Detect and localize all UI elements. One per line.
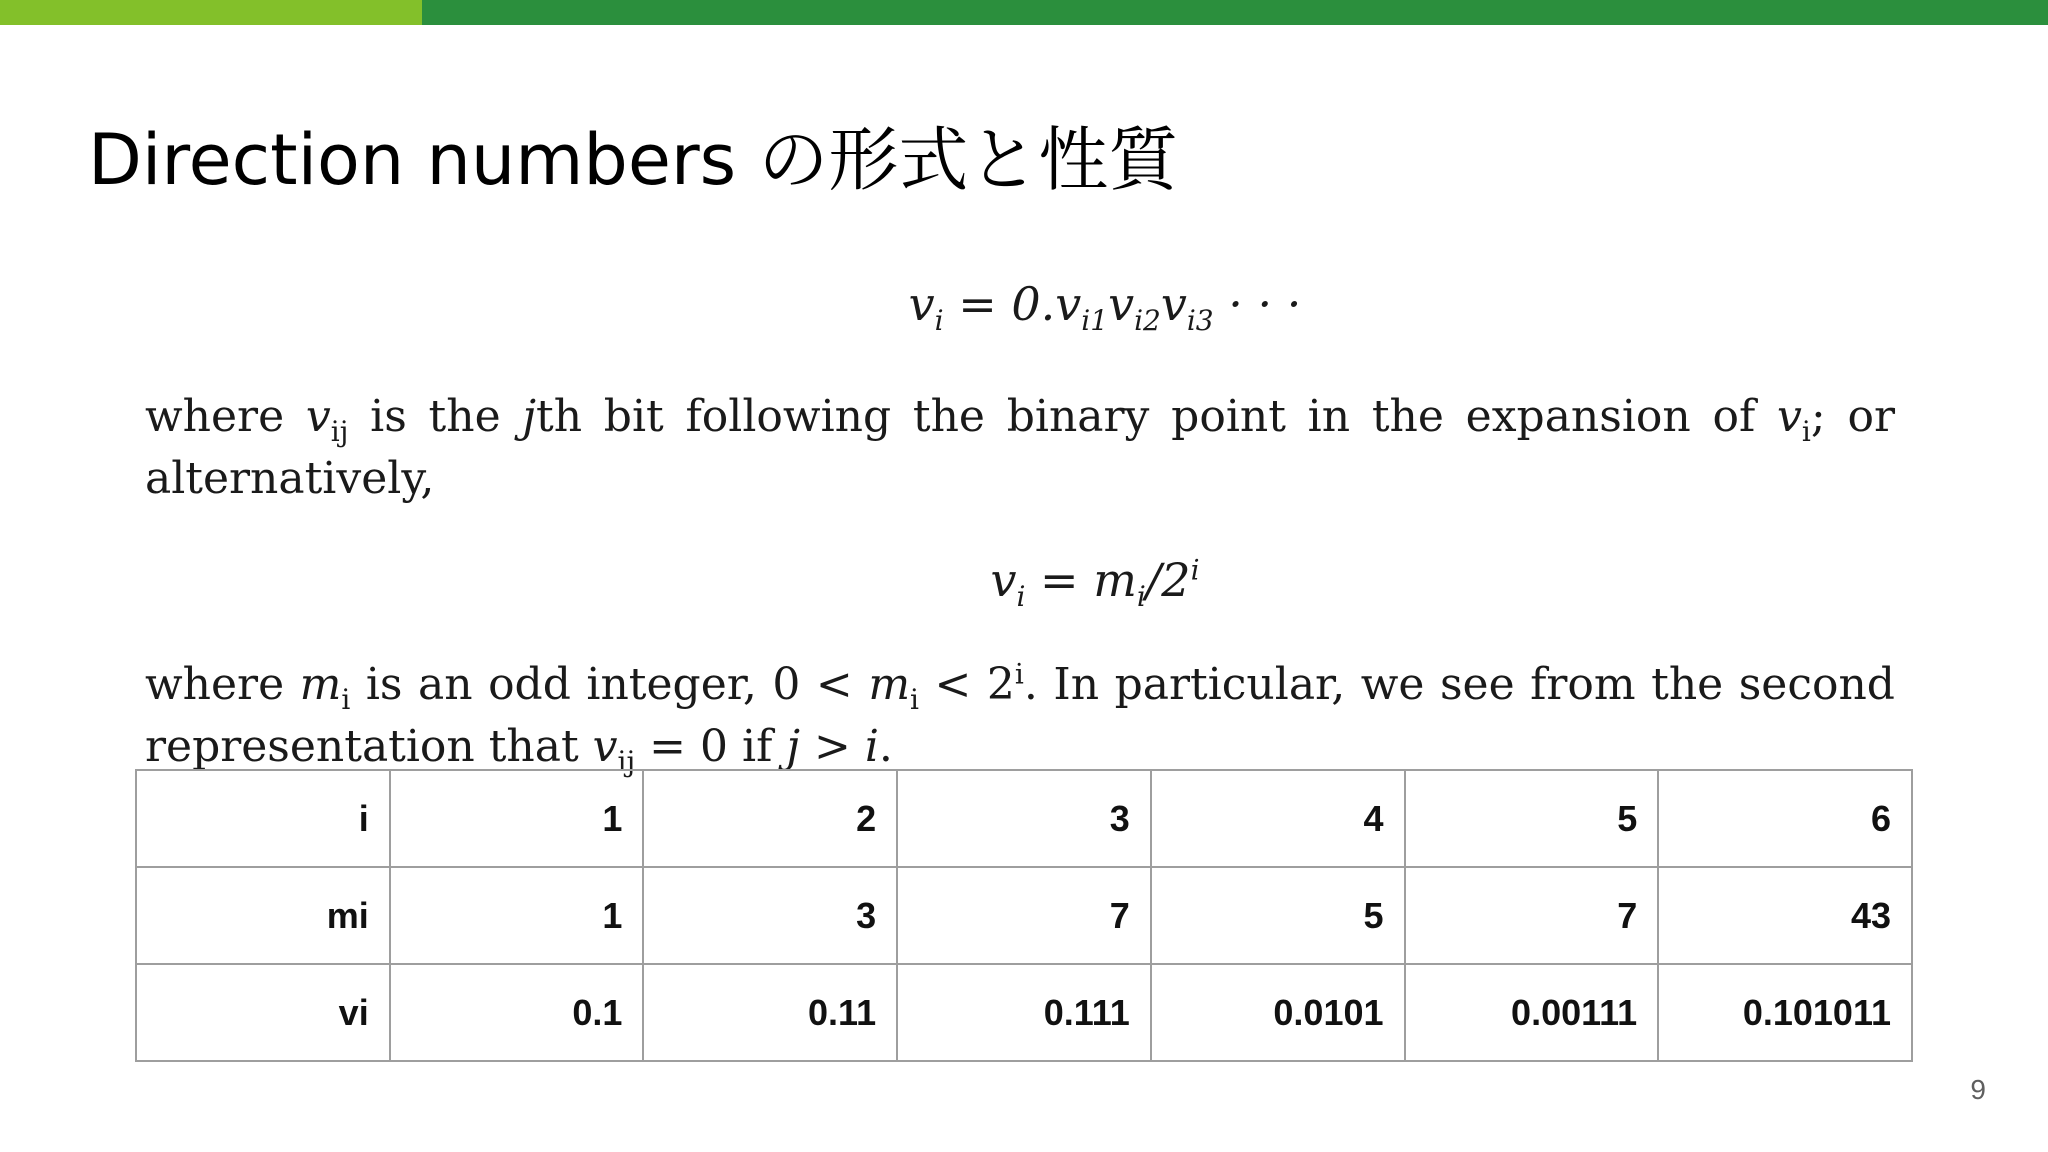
table-row — [136, 964, 1912, 1061]
para1-j: j — [522, 390, 537, 442]
table-cell: 43 — [1658, 867, 1912, 964]
table-cell: 5 — [1405, 770, 1659, 867]
accent-bar-light — [0, 0, 422, 25]
table-cell: 7 — [1405, 867, 1659, 964]
para2-j: j — [786, 720, 800, 772]
eq2-mid-sub: i — [1136, 580, 1146, 614]
para1-v2: v — [1777, 390, 1802, 442]
eq1-sub2: i2 — [1134, 304, 1161, 338]
eq1-sub1: i1 — [1081, 304, 1109, 338]
table-row — [136, 867, 1912, 964]
equation-fraction-form — [295, 551, 1895, 616]
para2-m: m — [299, 658, 342, 710]
paragraph-odd-integer — [145, 656, 1895, 780]
top-accent-bar — [0, 0, 2048, 25]
table-cell: 3 — [897, 770, 1151, 867]
direction-numbers-table — [135, 769, 1913, 1062]
eq1-tail: · · · — [1213, 277, 1302, 331]
para1-v: v — [305, 390, 331, 442]
table-cell: 5 — [1151, 867, 1405, 964]
table-cell: 0.00111 — [1405, 964, 1659, 1061]
para2-m2: m — [868, 658, 911, 710]
para2-text-2: is an odd integer, 0 < — [350, 658, 869, 710]
para2-m-sub: i — [341, 682, 351, 716]
para2-text-5: = 0 if — [635, 720, 787, 772]
para2-text-4: . In particular, we see from the second representation that — [145, 658, 1895, 772]
para1-text-1: where — [145, 390, 306, 442]
page-number: 9 — [1970, 1074, 1986, 1105]
eq2-lhs: v — [990, 552, 1017, 607]
para1-text-3: th bit following the binary point in the expansion of — [536, 390, 1778, 442]
para2-text-6: > — [800, 720, 865, 772]
row-header: i — [136, 770, 390, 867]
slide-title: Direction numbers の形式と性質 — [88, 119, 1179, 201]
row-header: mi — [136, 867, 390, 964]
equation-binary-expansion — [315, 275, 1895, 340]
eq2-mid: = m — [1025, 552, 1137, 607]
para1-text-2: is the — [348, 390, 523, 442]
eq2-lhs-sub: i — [1016, 580, 1026, 614]
table-cell: 7 — [897, 867, 1151, 964]
eq2-sup: i — [1190, 553, 1200, 587]
table-row — [136, 770, 1912, 867]
para2-v-sub: ij — [617, 744, 636, 778]
table-cell: 0.11 — [643, 964, 897, 1061]
para1-v2-sub: i — [1801, 414, 1811, 448]
table-cell: 3 — [643, 867, 897, 964]
row-header: vi — [136, 964, 390, 1061]
table-cell: 4 — [1151, 770, 1405, 867]
eq1-v3: v — [1160, 277, 1187, 331]
eq1-sub3: i3 — [1186, 304, 1214, 338]
para1-v-sub: ij — [330, 414, 349, 448]
paragraph-bit-definition — [145, 388, 1895, 507]
para2-v: v — [592, 720, 618, 772]
eq1-v2: v — [1108, 277, 1135, 331]
para2-m2-sub: i — [910, 682, 920, 716]
accent-bar-dark — [422, 0, 2048, 25]
table-cell: 0.1 — [390, 964, 644, 1061]
paper-excerpt — [145, 275, 1895, 780]
eq2-tail: /2 — [1145, 552, 1191, 607]
table-cell: 1 — [390, 867, 644, 964]
table-cell: 0.0101 — [1151, 964, 1405, 1061]
para2-sup: i — [1014, 656, 1024, 690]
para2-text-7: . — [878, 720, 893, 772]
para1-text-4: ; or alternatively, — [145, 390, 1895, 504]
para2-text-3: < 2 — [919, 658, 1015, 710]
para2-text-1: where — [145, 658, 300, 710]
eq1-rhs: = 0.v — [958, 277, 1082, 331]
table-cell: 0.101011 — [1658, 964, 1912, 1061]
table-cell: 1 — [390, 770, 644, 867]
table-cell: 0.111 — [897, 964, 1151, 1061]
eq1-lhs: v — [908, 277, 935, 331]
table-cell: 2 — [643, 770, 897, 867]
table-cell: 6 — [1658, 770, 1912, 867]
eq1-lhs-sub: i — [934, 304, 944, 338]
para2-i: i — [864, 720, 879, 772]
